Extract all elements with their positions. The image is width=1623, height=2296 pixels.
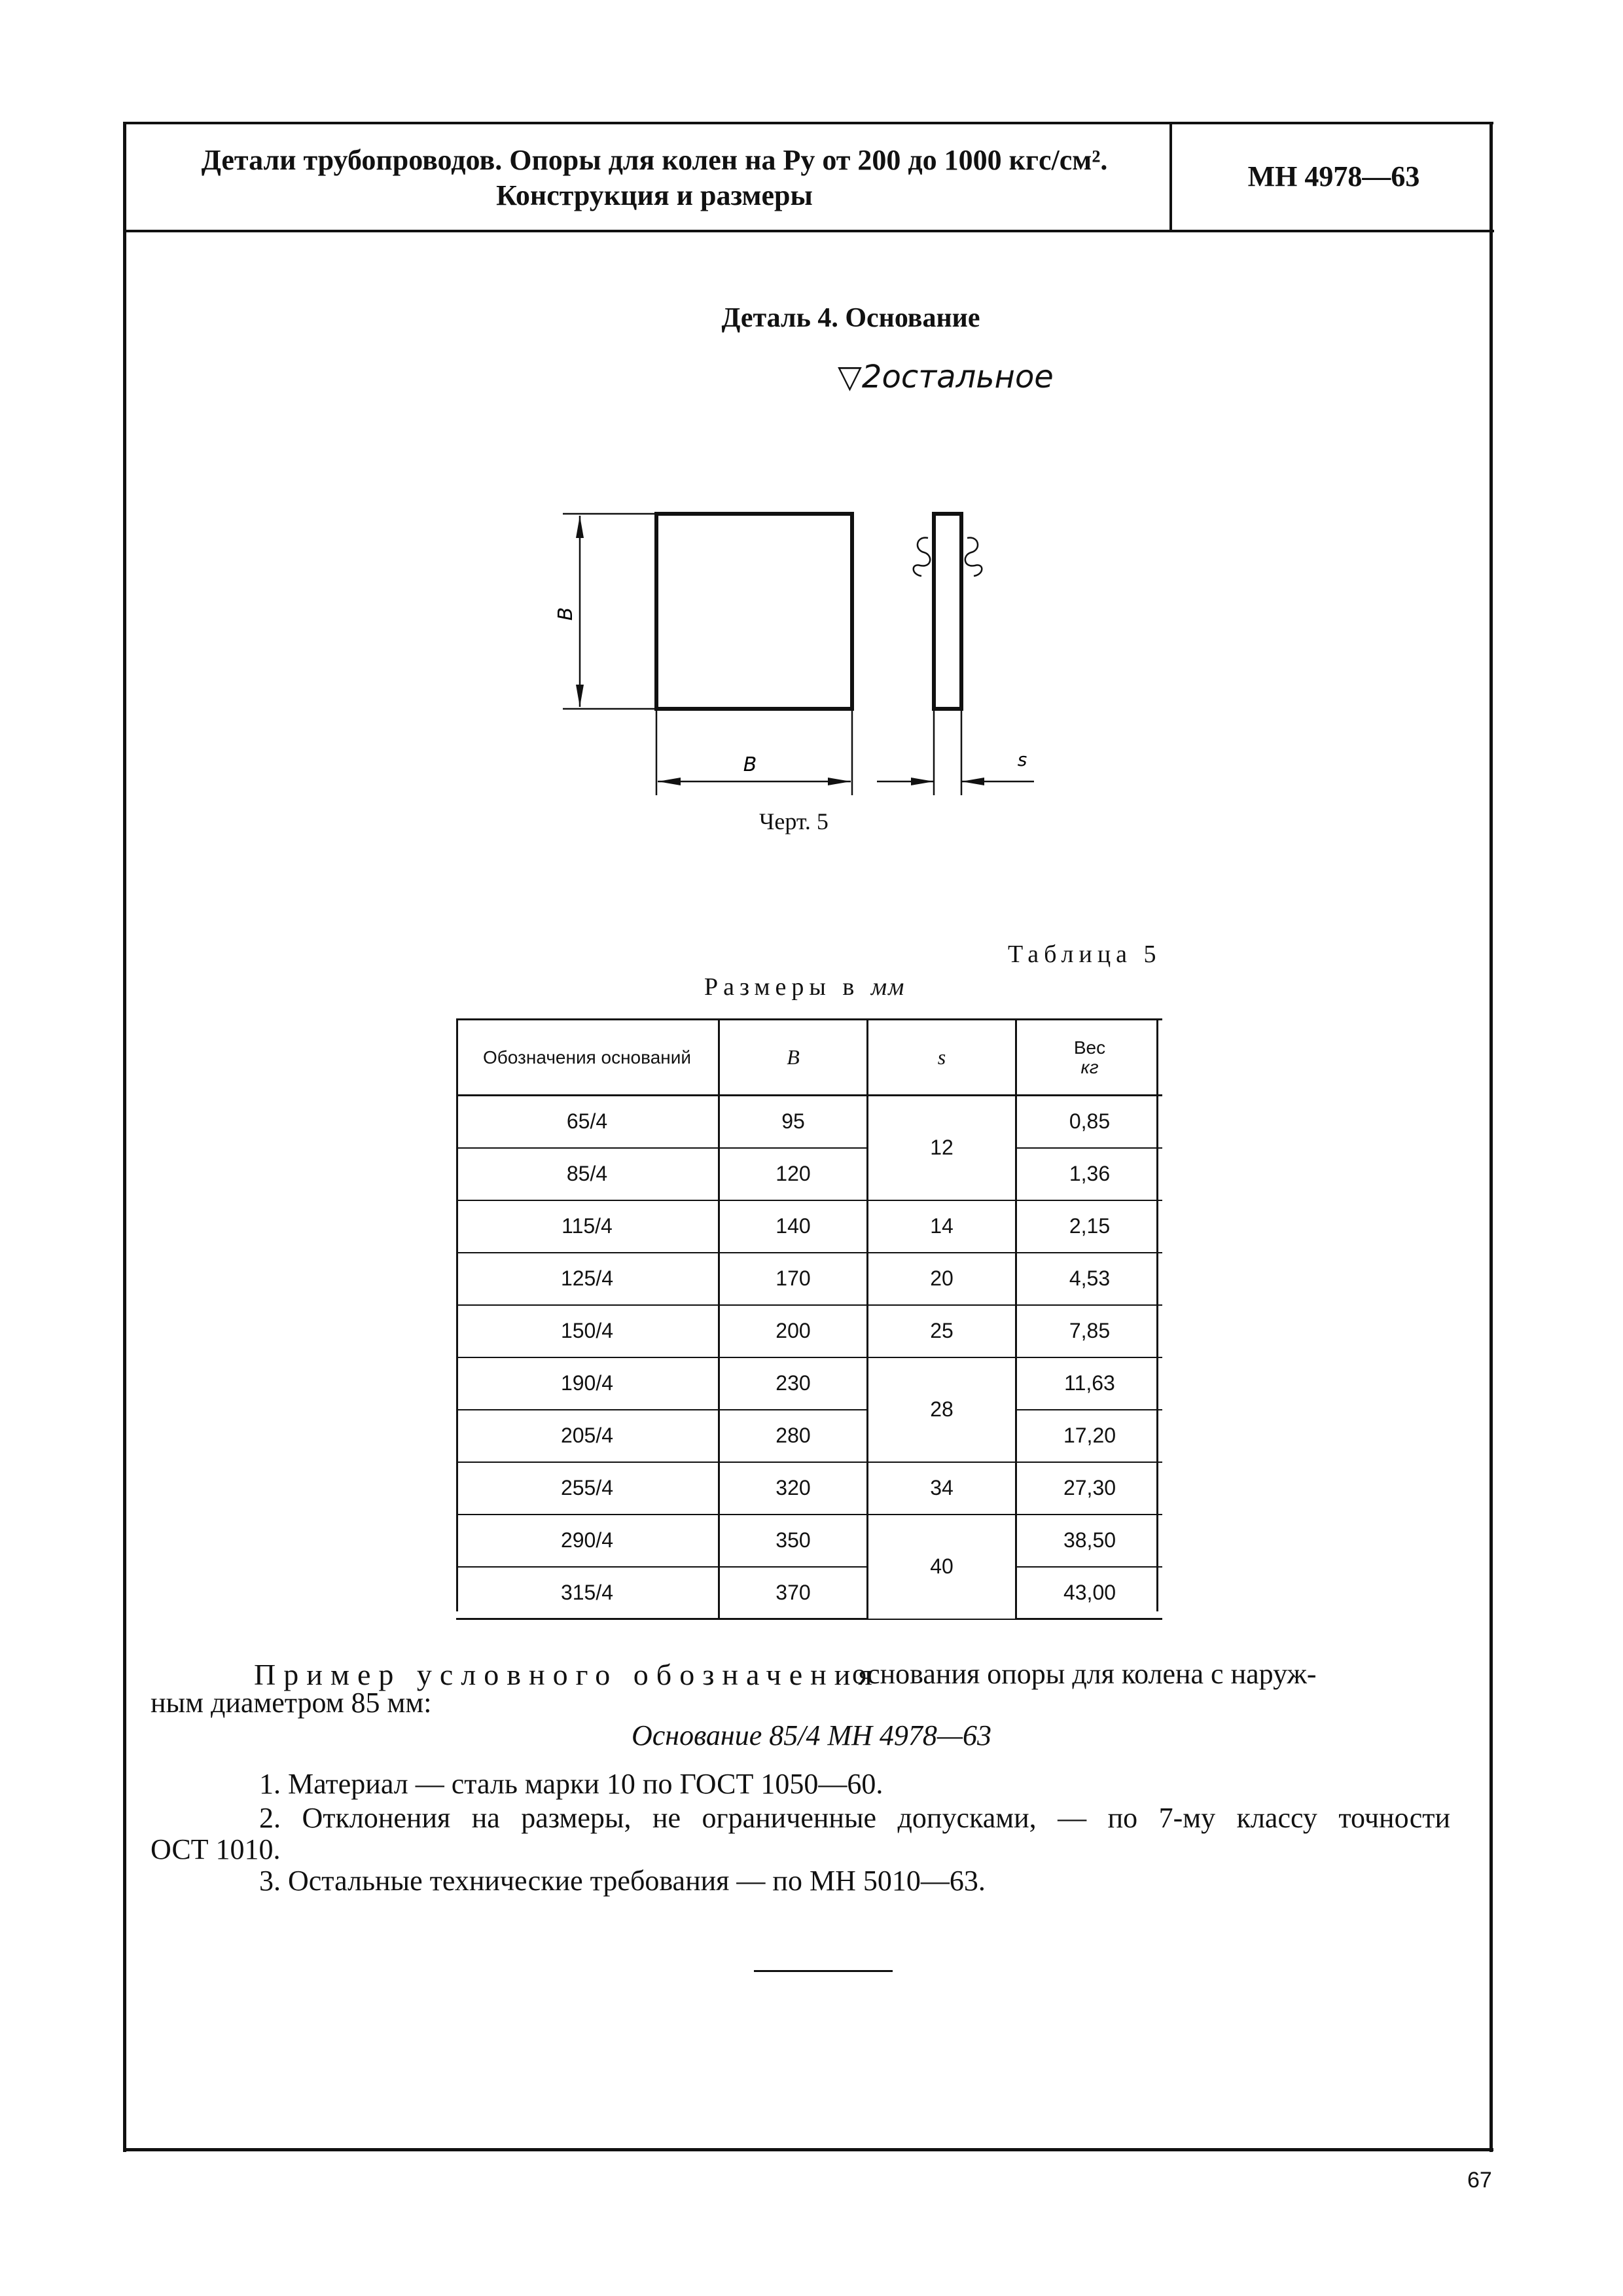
units-value: мм bbox=[870, 973, 906, 1001]
figure-caption: Черт. 5 bbox=[759, 808, 829, 834]
frame-bottom-border bbox=[123, 2148, 1493, 2151]
cell-weight: 4,53 bbox=[1016, 1253, 1163, 1305]
table-caption: Таблица 5 bbox=[1008, 941, 1162, 968]
width-arrow-right bbox=[828, 778, 851, 785]
cell-designation: 125/4 bbox=[456, 1253, 719, 1305]
frame-top-border bbox=[123, 122, 1493, 124]
cell-weight: 11,63 bbox=[1016, 1357, 1163, 1410]
cell-designation: 205/4 bbox=[456, 1410, 719, 1462]
thickness-dimension-label: s bbox=[1017, 749, 1027, 770]
header-weight-line2: кг bbox=[1080, 1056, 1099, 1077]
thickness-arrow-left bbox=[911, 778, 934, 785]
table-row bbox=[456, 1148, 1162, 1200]
roughness-mark-left bbox=[914, 538, 930, 576]
cell-s: 20 bbox=[868, 1253, 1016, 1305]
cell-b: 120 bbox=[719, 1148, 868, 1200]
header-b: B bbox=[719, 1020, 868, 1096]
example-text-part2: ным диаметром 85 мм: bbox=[151, 1687, 432, 1719]
cell-b: 200 bbox=[719, 1305, 868, 1357]
cell-b: 170 bbox=[719, 1253, 868, 1305]
cell-s: 28 bbox=[868, 1357, 1016, 1462]
cell-designation: 85/4 bbox=[456, 1148, 719, 1200]
cell-weight: 27,30 bbox=[1016, 1462, 1163, 1515]
units-prefix: Размеры в bbox=[704, 973, 860, 1001]
example-designation: Основание 85/4 МН 4978—63 bbox=[631, 1719, 992, 1751]
cell-weight: 2,15 bbox=[1016, 1200, 1163, 1253]
front-view-square bbox=[656, 514, 852, 709]
cell-b: 370 bbox=[719, 1567, 868, 1619]
cell-weight: 17,20 bbox=[1016, 1410, 1163, 1462]
cell-weight: 38,50 bbox=[1016, 1515, 1163, 1567]
cell-designation: 115/4 bbox=[456, 1200, 719, 1253]
table-right-border bbox=[1156, 1018, 1158, 1611]
header-s: s bbox=[868, 1020, 1016, 1096]
roughness-text: остальное bbox=[882, 359, 1054, 395]
technical-drawing bbox=[550, 497, 1060, 805]
cell-s: 12 bbox=[868, 1096, 1016, 1200]
table-row bbox=[456, 1253, 1162, 1305]
cell-s: 40 bbox=[868, 1515, 1016, 1619]
surface-roughness-note bbox=[838, 359, 1054, 395]
cell-designation: 255/4 bbox=[456, 1462, 719, 1515]
cell-s: 34 bbox=[868, 1462, 1016, 1515]
note-tolerances: 2. Отклонения на размеры, не ограниченные допусками, — по 7-му классу точности bbox=[259, 1802, 1450, 1834]
note-tolerances-continued: ОСТ 1010. bbox=[151, 1833, 281, 1865]
cell-designation: 150/4 bbox=[456, 1305, 719, 1357]
thickness-arrow-right bbox=[961, 778, 984, 785]
table-row bbox=[456, 1410, 1162, 1462]
height-arrow-bottom bbox=[576, 685, 584, 707]
width-dimension-label: B bbox=[743, 753, 757, 776]
section-title: Деталь 4. Основание bbox=[721, 303, 980, 333]
cell-b: 350 bbox=[719, 1515, 868, 1567]
cell-weight: 43,00 bbox=[1016, 1567, 1163, 1619]
frame-left-border bbox=[123, 122, 126, 2152]
table-row bbox=[456, 1200, 1162, 1253]
document-title-line2: Конструкция и размеры bbox=[496, 179, 813, 211]
cell-s: 14 bbox=[868, 1200, 1016, 1253]
width-arrow-left bbox=[658, 778, 681, 785]
document-code: МН 4978—63 bbox=[1247, 160, 1420, 192]
table-left-border bbox=[456, 1018, 458, 1611]
example-label: Пример условного обозначения bbox=[254, 1658, 880, 1691]
height-dimension-label: B bbox=[554, 607, 577, 621]
note-material: 1. Материал — сталь марки 10 по ГОСТ 1050—60. bbox=[259, 1768, 883, 1800]
cell-designation: 315/4 bbox=[456, 1567, 719, 1619]
document-title bbox=[151, 143, 1158, 213]
closing-rule bbox=[754, 1970, 893, 1972]
dimensions-table bbox=[456, 1018, 1162, 1620]
side-view-plate bbox=[934, 514, 961, 709]
cell-b: 95 bbox=[719, 1096, 868, 1148]
cell-b: 320 bbox=[719, 1462, 868, 1515]
example-text-part1: основания опоры для колена с наруж- bbox=[852, 1658, 1317, 1690]
frame-right-border bbox=[1489, 122, 1493, 2152]
header-divider-horizontal bbox=[126, 230, 1494, 232]
roughness-symbol: ▽2 bbox=[838, 359, 882, 395]
table-row bbox=[456, 1515, 1162, 1567]
cell-b: 280 bbox=[719, 1410, 868, 1462]
units-caption bbox=[704, 973, 905, 1001]
cell-designation: 65/4 bbox=[456, 1096, 719, 1148]
table-row bbox=[456, 1462, 1162, 1515]
cell-b: 140 bbox=[719, 1200, 868, 1253]
table-row bbox=[456, 1305, 1162, 1357]
table-row bbox=[456, 1357, 1162, 1410]
header-designation: Обозначения оснований bbox=[456, 1020, 719, 1096]
page-number: 67 bbox=[1467, 2168, 1492, 2193]
cell-designation: 190/4 bbox=[456, 1357, 719, 1410]
table-row bbox=[456, 1096, 1162, 1148]
roughness-mark-right bbox=[965, 538, 982, 576]
cell-designation: 290/4 bbox=[456, 1515, 719, 1567]
header-weight-line1: Вес bbox=[1073, 1037, 1106, 1058]
cell-s: 25 bbox=[868, 1305, 1016, 1357]
document-title-line1: Детали трубопроводов. Опоры для колен на Pу от 200 до 1000 кгс/см². bbox=[201, 144, 1108, 176]
header-divider-vertical bbox=[1169, 123, 1172, 230]
table-row bbox=[456, 1567, 1162, 1619]
cell-b: 230 bbox=[719, 1357, 868, 1410]
cell-weight: 1,36 bbox=[1016, 1148, 1163, 1200]
note-technical-requirements: 3. Остальные технические требования — по МН 5010—63. bbox=[259, 1865, 986, 1897]
height-arrow-top bbox=[576, 516, 584, 538]
cell-weight: 7,85 bbox=[1016, 1305, 1163, 1357]
cell-weight: 0,85 bbox=[1016, 1096, 1163, 1148]
table-header-row bbox=[456, 1020, 1162, 1096]
header-weight bbox=[1016, 1020, 1163, 1096]
